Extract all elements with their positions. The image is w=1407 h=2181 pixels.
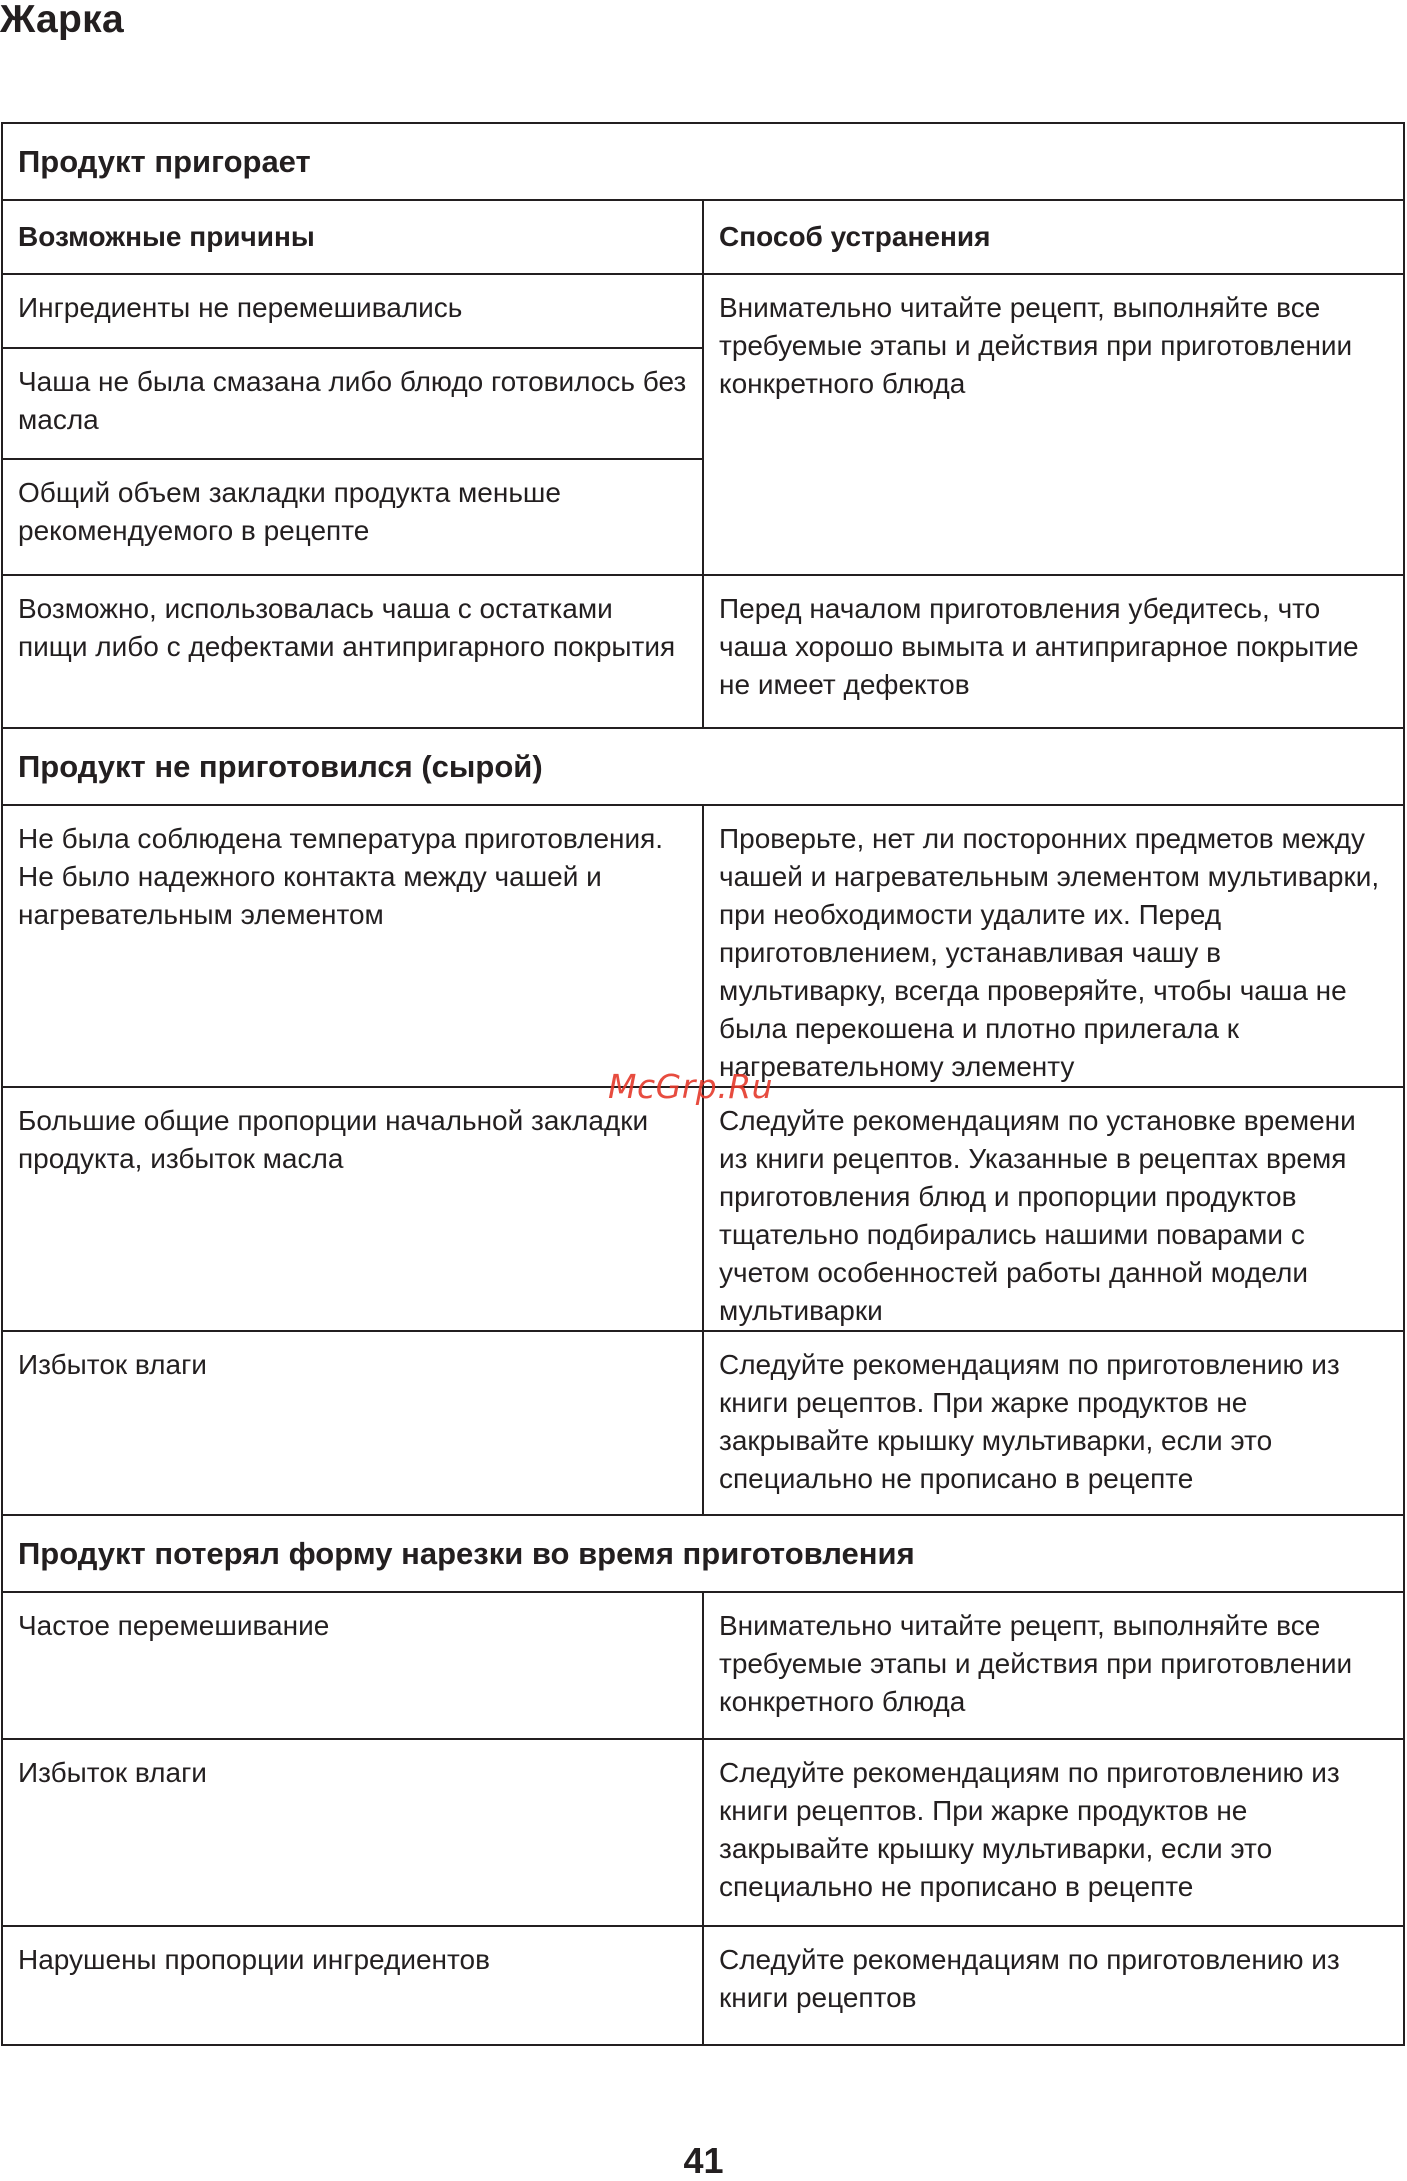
section-header-row xyxy=(2,123,1404,200)
table-row xyxy=(2,1331,1404,1515)
section-header-row xyxy=(2,728,1404,805)
page-title: Жарка xyxy=(0,0,124,41)
solution-cell: Внимательно читайте рецепт, выполняйте все требуемые этапы и действия при приготовлении конкретного блюда xyxy=(703,1592,1404,1739)
cause-cell: Чаша не была смазана либо блюдо готовилось без масла xyxy=(2,348,703,459)
cause-cell: Не была соблюдена температура приготовления. Не было надежного контакта между чашей и нагревательным элементом xyxy=(2,805,703,1087)
solution-cell: Следуйте рекомендациям по приготовлению из книги рецептов xyxy=(703,1926,1404,2045)
cause-cell: Ингредиенты не перемешивались xyxy=(2,274,703,348)
solutions-column-header: Способ устранения xyxy=(703,200,1404,274)
solution-cell: Следуйте рекомендациям по приготовлению из книги рецептов. При жарке продуктов не закрывайте крышку мультиварки, если это специально не прописано в рецепте xyxy=(703,1331,1404,1515)
section-title: Продукт не приготовился (сырой) xyxy=(2,728,1404,805)
cause-cell: Возможно, использовалась чаша с остатками пищи либо с дефектами антипригарного покрытия xyxy=(2,575,703,728)
solution-cell: Следуйте рекомендациям по приготовлению из книги рецептов. При жарке продуктов не закрывайте крышку мультиварки, если это специально не прописано в рецепте xyxy=(703,1739,1404,1926)
watermark: McGrp.Ru xyxy=(608,1067,774,1106)
table-row xyxy=(2,1926,1404,2045)
solution-cell: Проверьте, нет ли посторонних предметов между чашей и нагревательным элементом мультиварки, при необходимости удалите их. Перед приготовлением, устанавливая чашу в мультиварку, всегда проверяйте, чтобы чаша не была перекошена и плотно прилегала к нагревательному элементу xyxy=(703,805,1404,1087)
table-row xyxy=(2,274,1404,348)
table-row xyxy=(2,1739,1404,1926)
page-number: 41 xyxy=(683,2140,724,2181)
solution-cell: Следуйте рекомендациям по установке времени из книги рецептов. Указанные в рецептах время приготовления блюд и пропорции продуктов тщательно подбирались нашими поварами с учетом особенностей работы данной модели мультиварки xyxy=(703,1087,1404,1331)
cause-cell: Избыток влаги xyxy=(2,1331,703,1515)
section-title: Продукт пригорает xyxy=(2,123,1404,200)
cause-cell: Частое перемешивание xyxy=(2,1592,703,1739)
column-header-row xyxy=(2,200,1404,274)
cause-cell: Нарушены пропорции ингредиентов xyxy=(2,1926,703,2045)
causes-column-header: Возможные причины xyxy=(2,200,703,274)
solution-cell: Внимательно читайте рецепт, выполняйте все требуемые этапы и действия при приготовлении конкретного блюда xyxy=(703,274,1404,575)
cause-cell: Большие общие пропорции начальной закладки продукта, избыток масла xyxy=(2,1087,703,1331)
solution-cell: Перед началом приготовления убедитесь, что чаша хорошо вымыта и антипригарное покрытие не имеет дефектов xyxy=(703,575,1404,728)
table-row xyxy=(2,805,1404,1087)
section-title: Продукт потерял форму нарезки во время приготовления xyxy=(2,1515,1404,1592)
section-header-row xyxy=(2,1515,1404,1592)
table-row xyxy=(2,1087,1404,1331)
cause-cell: Избыток влаги xyxy=(2,1739,703,1926)
table-row xyxy=(2,1592,1404,1739)
cause-cell: Общий объем закладки продукта меньше рекомендуемого в рецепте xyxy=(2,459,703,575)
table-row xyxy=(2,575,1404,728)
